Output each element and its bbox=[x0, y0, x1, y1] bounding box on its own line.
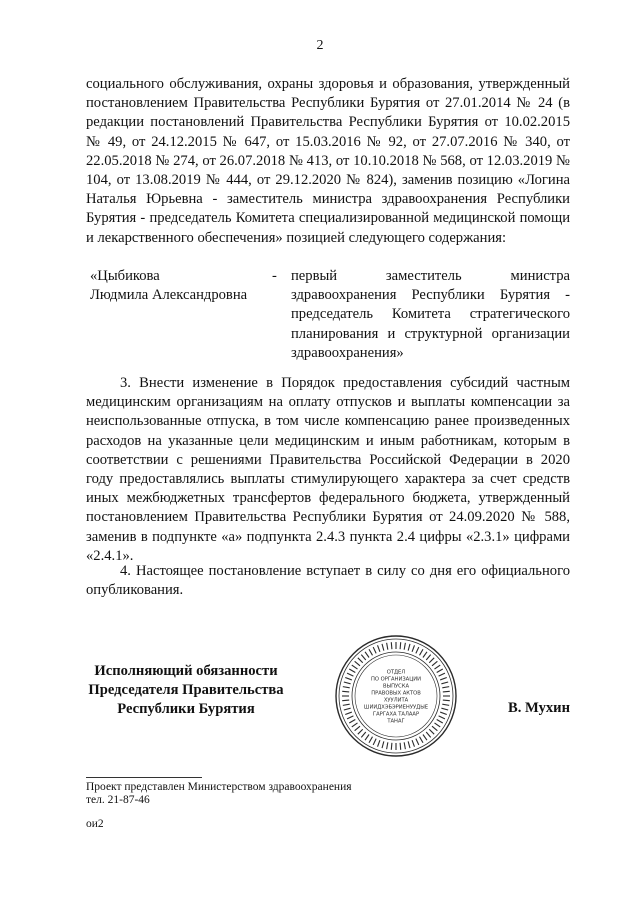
seal-ring-mark bbox=[412, 740, 414, 747]
seal-ring-mark bbox=[437, 720, 443, 724]
seal-ring-mark bbox=[429, 658, 434, 663]
seal-ring-mark bbox=[358, 658, 363, 663]
seal-ring-mark bbox=[387, 643, 388, 650]
seal-ring-mark bbox=[342, 691, 349, 692]
seal-ring-mark bbox=[391, 743, 392, 750]
seal-text-line: ШИИДХЭБЭРИЕНУУДЫЕ bbox=[363, 704, 429, 711]
seal-ring-mark bbox=[382, 644, 384, 651]
signatory-title-line-2: Председателя Правительства bbox=[88, 682, 284, 699]
seal-ring-mark bbox=[416, 647, 419, 653]
appointment-dash: - bbox=[272, 268, 277, 284]
seal-ring-mark bbox=[408, 644, 410, 651]
seal-ring-mark bbox=[387, 742, 388, 749]
paragraph-item-3: 3. Внести изменение в Порядок предоставления субсидий частным медицинским организациям на оплату отпусков и выплаты компенсации за неиспользованные отпуска, в том числе компенсацию ранее произведенных расходов на указанные цели медицинским и иным работникам, которым в соответствии с решениями Правительства Российской Федерации в 2020 году предоставлялись выплаты стимулирующего характера за счет средств иных межбюджетных трансфертов федерального бюджета, утвержденный постановлением Правительства Республики Бурятия от 24.09.2020 № 588, заменив в подпункте «а» подпункта 2.4.3 пункта 2.4 цифры «2.3.1» цифрами «2.4.1». bbox=[86, 375, 570, 564]
seal-ring-mark bbox=[423, 735, 427, 741]
footnote bbox=[86, 781, 352, 807]
seal-ring-mark bbox=[345, 678, 352, 680]
seal-text-line: ПРАВОВЫХ АКТОВ bbox=[371, 690, 421, 697]
seal-ring-mark bbox=[349, 669, 355, 673]
seal-ring-mark bbox=[352, 665, 358, 669]
seal-ring-mark bbox=[378, 740, 380, 747]
seal-ring-mark bbox=[400, 642, 401, 649]
seal-ring-mark bbox=[342, 700, 349, 701]
seal-ring-mark bbox=[365, 735, 369, 741]
appointee-given-names: Людмила Александровна bbox=[90, 287, 248, 304]
seal-ring-mark bbox=[416, 739, 419, 745]
seal-ring-mark bbox=[365, 652, 369, 658]
seal-ring-mark bbox=[423, 652, 427, 658]
seal-text-line: ПО ОРГАНИЗАЦИИ bbox=[370, 676, 422, 683]
seal-ring-mark bbox=[352, 723, 358, 727]
seal-text-line: ТАНАГ bbox=[387, 718, 405, 725]
paragraph-continuation: социального обслуживания, охраны здоровья и образования, утвержденный постановлением Правительства Республики Бурятия от 27.01.2014 № 24 (в редакции постановлений Правительства Республики Бурятия от 10.02.2015 № 49, от 24.12.2015 № 647, от 15.03.2016 № 92, от 27.07.2016 № 340, от 22.05.2018 № 274, от 26.07.2018 № 413, от 10.10.2018 № 568, от 12.03.2019 № 104, от 13.08.2019 № 444, от 29.12.2020 № 824), заменив позицию «Логина Наталья Юрьевна - заместитель министра здравоохранения Республики Бурятия - председатель Комитета специализированной медицинской помощи и лекарственного обеспечения» позицией следующего содержания: bbox=[86, 76, 570, 246]
seal-ring-mark bbox=[343, 704, 350, 705]
seal-ring-mark bbox=[435, 723, 441, 727]
seal-ring-mark bbox=[378, 645, 380, 652]
appointee-name bbox=[90, 267, 275, 305]
seal-ring-mark bbox=[343, 687, 350, 688]
seal-ring-mark bbox=[404, 742, 405, 749]
seal-ring-mark bbox=[355, 726, 360, 731]
seal-ring-mark bbox=[443, 700, 450, 701]
seal-text-line: ВЫПУСКА bbox=[382, 683, 410, 690]
seal-ring-mark bbox=[412, 645, 414, 652]
seal-ring-mark bbox=[373, 647, 376, 653]
official-seal-stamp bbox=[332, 632, 460, 760]
seal-ring-mark bbox=[439, 673, 445, 676]
seal-ring-mark bbox=[344, 682, 351, 684]
paragraph-item-4: 4. Настоящее постановление вступает в силу со дня его официального опубликования. bbox=[86, 563, 570, 599]
seal-ring-mark bbox=[443, 691, 450, 692]
seal-ring-mark bbox=[435, 665, 441, 669]
seal-ring-mark bbox=[347, 716, 353, 719]
seal-ring-mark bbox=[369, 737, 373, 743]
document-code: ои2 bbox=[86, 818, 104, 830]
seal-ring-mark bbox=[432, 726, 437, 731]
page-number: 2 bbox=[316, 38, 324, 53]
seal-ring-mark bbox=[420, 649, 424, 655]
seal-ring-mark bbox=[442, 687, 449, 688]
appointee-surname: «Цыбикова bbox=[90, 268, 160, 284]
signatory-title bbox=[86, 662, 286, 720]
seal-ring-mark bbox=[432, 661, 437, 666]
seal-ring-mark bbox=[361, 732, 366, 737]
seal-ring-mark bbox=[361, 655, 366, 660]
seal-ring-mark bbox=[345, 712, 352, 714]
seal-ring-mark bbox=[358, 729, 363, 734]
seal-ring-mark bbox=[408, 741, 410, 748]
seal-ring-mark bbox=[441, 682, 448, 684]
seal-ring-mark bbox=[429, 729, 434, 734]
seal-ring-mark bbox=[440, 712, 447, 714]
seal-ring-mark bbox=[441, 708, 448, 710]
seal-ring-mark bbox=[420, 737, 424, 743]
seal-ring-mark bbox=[369, 649, 373, 655]
footnote-divider bbox=[86, 777, 202, 778]
seal-ring-mark bbox=[344, 708, 351, 710]
footnote-phone: тел. 21-87-46 bbox=[86, 794, 150, 806]
seal-ring-mark bbox=[349, 720, 355, 724]
seal-ring-mark bbox=[404, 643, 405, 650]
signatory-title-line-1: Исполняющий обязанности bbox=[94, 663, 278, 679]
seal-text-line: ОТДЕЛ bbox=[386, 669, 406, 676]
seal-ring-mark bbox=[442, 704, 449, 705]
signatory-title-line-3: Республики Бурятия bbox=[117, 701, 255, 718]
seal-ring-mark bbox=[439, 716, 445, 719]
footnote-source: Проект представлен Министерством здравоохранения bbox=[86, 781, 352, 793]
seal-text-line: ГАРГАХА ТАЛААР bbox=[372, 711, 420, 718]
appointee-role: первый заместитель министра здравоохранения Республики Бурятия - председатель Комитета стратегического планирования и структурной организации здравоохранения» bbox=[291, 268, 570, 361]
seal-ring-mark bbox=[391, 642, 392, 649]
seal-ring-mark bbox=[440, 678, 447, 680]
signatory-name: В. Мухин bbox=[507, 700, 570, 716]
seal-ring-mark bbox=[347, 673, 353, 676]
seal-ring-mark bbox=[355, 661, 360, 666]
seal-text-line: ХУУЛИТА bbox=[383, 697, 409, 704]
seal-ring-mark bbox=[400, 743, 401, 750]
seal-ring-mark bbox=[382, 741, 384, 748]
seal-ring-mark bbox=[426, 655, 431, 660]
seal-ring-mark bbox=[426, 732, 431, 737]
seal-ring-mark bbox=[437, 669, 443, 673]
seal-ring-mark bbox=[373, 739, 376, 745]
